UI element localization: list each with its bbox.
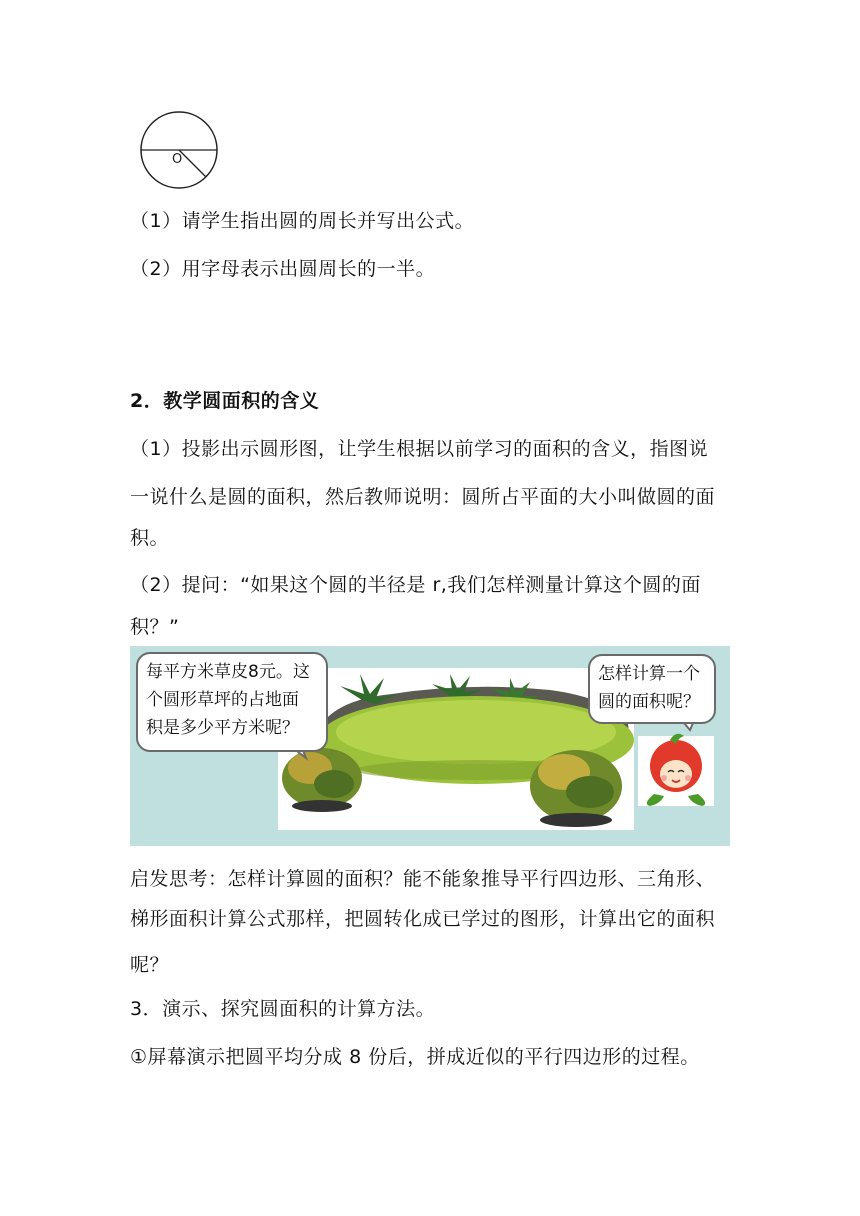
paragraph-1-line-1: （1）投影出示圆形图，让学生根据以前学习的面积的含义，指图说 [130,438,709,460]
bubble-left-line: 个圆形草坪的占地面 [146,690,299,710]
paragraph-1-line-2: 一说什么是圆的面积，然后教师说明：圆所占平面的大小叫做圆的面 [130,486,716,508]
speech-bubble-right [588,654,716,724]
step-1: ①屏幕演示把圆平均分成 8 份后，拼成近似的平行四边形的过程。 [130,1046,700,1068]
think-line-1: 启发思考：怎样计算圆的面积？能不能象推导平行四边形、三角形、 [130,868,716,890]
bubble-left-line: 积是多少平方米呢？ [146,718,299,738]
circle-diagram [136,106,222,192]
radius-line [179,150,206,177]
bubble-right-line: 圆的面积呢？ [598,692,700,712]
apple-character-icon [638,734,714,806]
bubble-right-line: 怎样计算一个 [598,664,700,684]
paragraph-2-line-2: 积？” [130,616,180,638]
think-line-3: 呢？ [130,954,170,976]
section-heading-2: 2．教学圆面积的含义 [130,390,320,412]
think-line-2: 梯形面积计算公式那样，把圆转化成已学过的图形，计算出它的面积 [130,908,716,930]
section-heading-3: 3．演示、探究圆面积的计算方法。 [130,998,436,1020]
paragraph-2-line-1: （2）提问：“如果这个圆的半径是 r,我们怎样测量计算这个圆的面 [130,574,701,596]
paragraph-1-line-3: 积。 [130,527,170,549]
bubble-left-line: 每平方米草皮8元。这 [146,662,310,682]
lawn-illustration [130,646,730,846]
speech-bubble-left [136,652,328,752]
question-1: （1）请学生指出圆的周长并写出公式。 [130,210,475,232]
center-label: O [172,152,183,167]
question-2: （2）用字母表示出圆周长的一半。 [130,258,436,280]
